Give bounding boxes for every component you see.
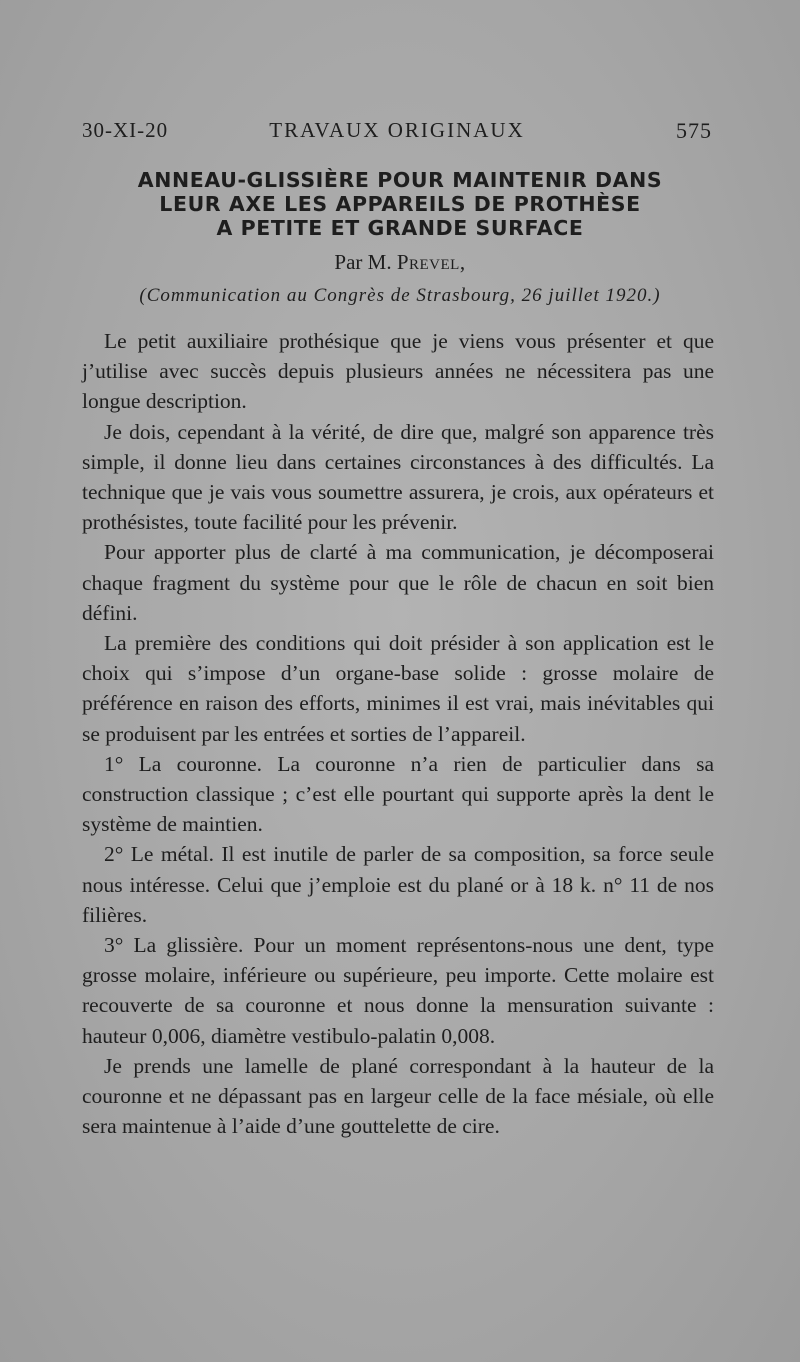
author-byline: [0, 250, 800, 275]
running-head: [82, 118, 712, 148]
article-body: [82, 326, 714, 1141]
author-name: Prevel,: [396, 250, 466, 274]
paragraph: Le petit auxiliaire prothésique que je viens vous présenter et que j’utilise avec succès depuis plusieurs années ne nécessitera pas une longue description.: [82, 329, 714, 414]
paragraph: 2° Le métal. Il est inutile de parler de sa composition, sa force seule nous intéresse. Celui que j’emploie est du plané or à 18 k. n° 11 de nos filières.: [82, 842, 714, 927]
paragraph: Je prends une lamelle de plané correspondant à la hauteur de la couronne et ne dépassant pas en largeur celle de la face mésiale, où elle sera maintenue à l’aide d’une gouttelette de cire.: [82, 1053, 714, 1139]
article-title: [60, 168, 740, 240]
page-number: 575: [676, 118, 712, 143]
header-date: 30-XI-20: [82, 118, 169, 142]
paragraph: 3° La glissière. Pour un moment représentons-nous une dent, type grosse molaire, inférieure ou supérieure, peu importe. Cette molaire est recouverte de sa couronne et nous donne la mensuration suivante : hauteur 0,006, diamètre vestibulo-palatin 0,008.: [82, 933, 714, 1048]
title-line: LEUR AXE LES APPAREILS DE PROTHÈSE: [159, 192, 641, 216]
paragraph: Pour apporter plus de clarté à ma communication, je décomposerai chaque fragment du système pour que le rôle de chacun en soit bien défini.: [82, 540, 714, 625]
title-line: A PETITE ET GRANDE SURFACE: [216, 216, 584, 240]
paragraph: La première des conditions qui doit présider à son application est le choix qui s’impose d’un organe-base solide : grosse molaire de préférence en raison des efforts, minimes il est vrai, mais inévitables qui se produisent par les entrées et sorties de l’appareil.: [82, 631, 714, 746]
title-line: ANNEAU-GLISSIÈRE POUR MAINTENIR DANS: [137, 168, 663, 192]
communication-note: (Communication au Congrès de Strasbourg, 26 juillet 1920.): [139, 285, 661, 306]
paragraph: 1° La couronne. La couronne n’a rien de particulier dans sa construction classique ; c’est elle pourtant qui supporte après la dent le système de maintien.: [82, 751, 714, 837]
paragraph: Je dois, cependant à la vérité, de dire que, malgré son apparence très simple, il donne lieu dans certaines circonstances à des difficultés. La technique que je vais vous soumettre assurera, je crois, aux opérateurs et prothésistes, toute facilité pour les prévenir.: [82, 419, 714, 535]
header-section-title: TRAVAUX ORIGINAUX: [269, 118, 525, 142]
byline-prefix: Par M.: [334, 250, 392, 274]
